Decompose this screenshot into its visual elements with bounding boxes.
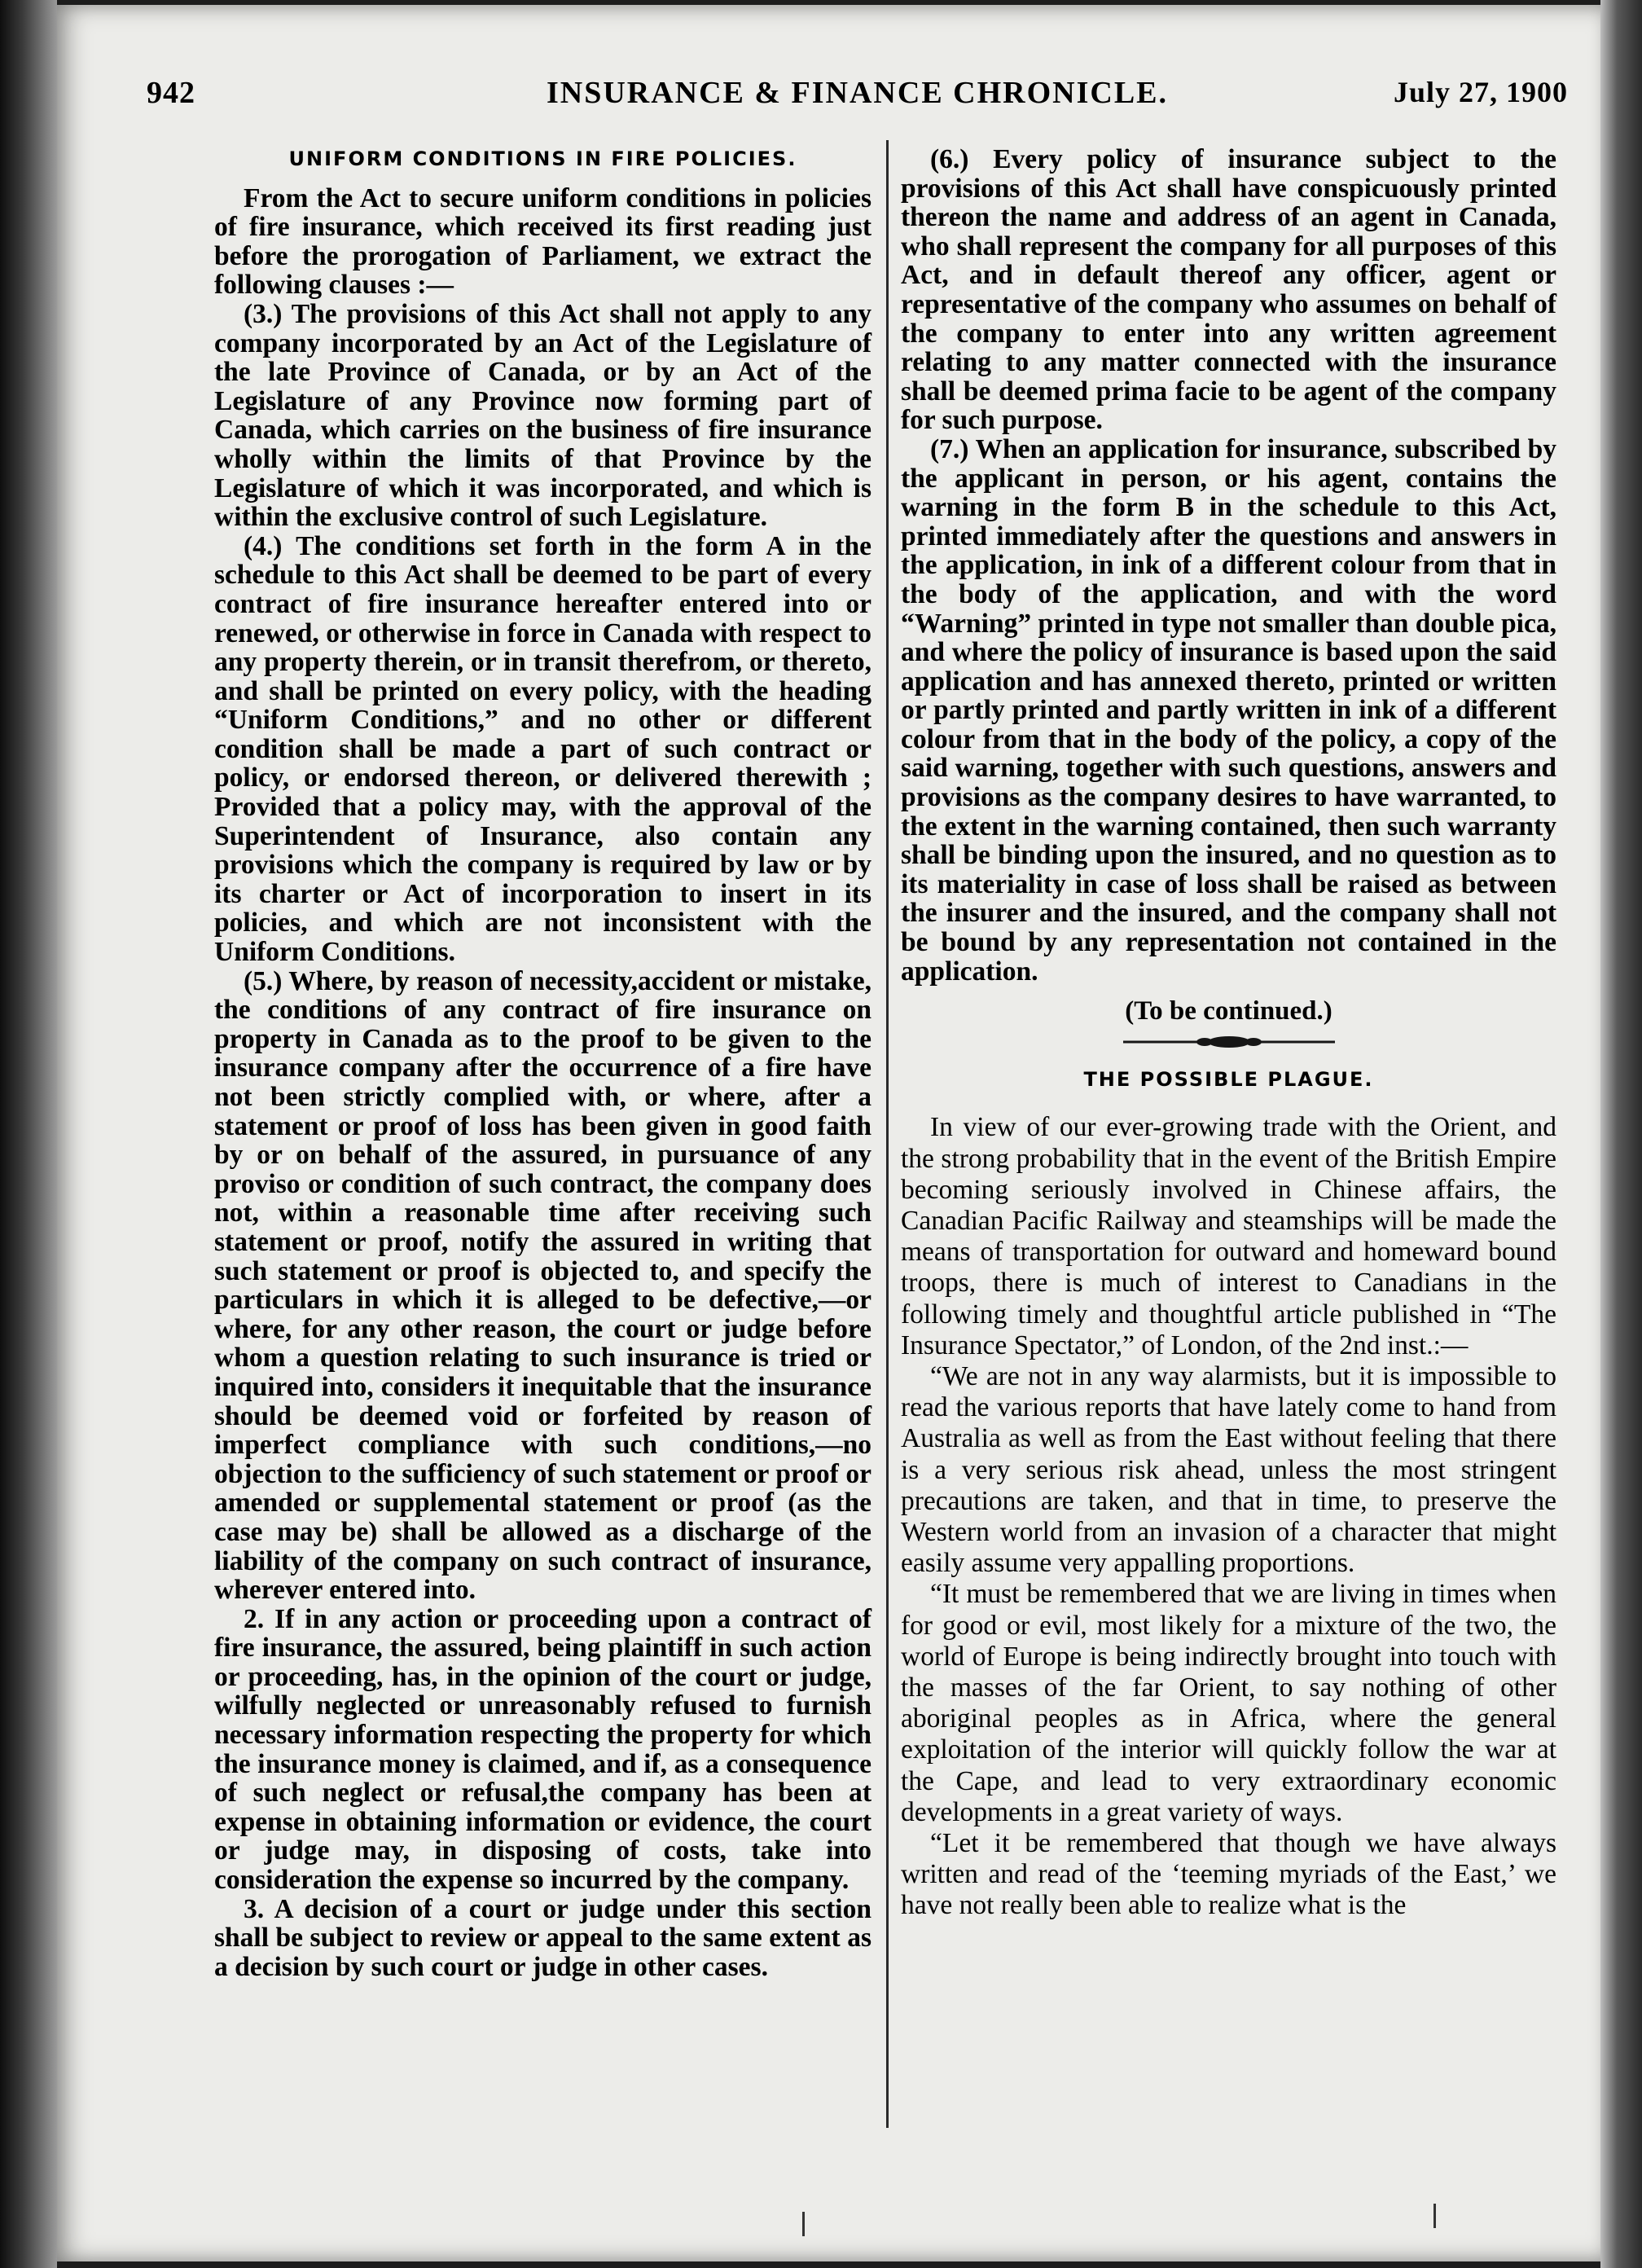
paragraph: (7.) When an application for insurance, subscribed by the applicant in person, or his agent, contains the warning in the form B in the schedule to this Act, printed immediately after the questions and answers in the application, in ink of a different colour from that in the body of the application, and with the word “Warning” printed in type not smaller than double pica, and where the policy of insurance is based upon the said application and has annexed thereto, printed or written or partly printed and partly written in ink of a different colour from that in the body of the policy, a copy of the said warning, together with such questions, answers and provisions as the company desires to have warranted, to the extent in the warning contained, then such warranty shall be binding upon the insured, and no question as to its materiality in case of loss shall be raised as between the insurer and the insured, and the company shall not be bound by any representation not contained in the application. (901, 433, 1556, 987)
issue-date: July 27, 1900 (1393, 76, 1568, 108)
paragraph: (3.) The provisions of this Act shall not apply to any company incorporated by an Act of the Legislature of the late Province of Canada, or by an Act of the Legislature of any Province now forming part of Canada, which carries on the business of fire insurance wholly within the limits of that Province by the Legislature of which it was incorporated, and which is within the exclusive control of such Legislature. (214, 298, 871, 533)
paragraph: (5.) Where, by reason of necessity,accident or mistake, the conditions of any contract of fire insurance on property in Canada as to the proof to be given to the insurance company after the occurrence of a fire have not been strictly complied with, or where, after a statement or proof of loss has been given in good faith by or on behalf of the assured, in pursuance of any proviso or condition of such contract, the company does not, within a reasonable time after receiving such statement or proof, notify the assured in writing that such statement or proof is objected to, and specify the particulars in which it is alleged to be defective,—or where, for any other reason, the court or judge before whom a question relating to such insurance is tried or inquired into, considers it inequitable that the insurance should be deemed void or forfeited by reason of imperfect compliance with such conditions,—no objection to the sufficiency of such statement or proof or amended or supplemental statement or proof (as the case may be) shall be allowed as a discharge of the liability of the company on such contract of insurance, wherever entered into. (214, 965, 871, 1606)
paragraph: In view of our ever-growing trade with the Orient, and the strong probability that in the event of the British Empire becoming seriously involved in Chinese affairs, the Canadian Pacific Railway and steamships will be made the means of transportation for outward and homeward bound troops, there is much of interest to Canadians in the following timely and thoughtful article published in “The Insurance Spectator,” of London, of the 2nd inst.:— (901, 1112, 1556, 1360)
paragraph: “We are not in any way alarmists, but it is impossible to read the various reports that have lately come to hand from Australia as well as from the East without feeling that there is a very serious risk ahead, unless the most stringent precautions are taken, and that in time, to preserve the Western world from an invasion of a character that might easily assume very appalling proportions. (901, 1361, 1556, 1579)
section-title-possible-plague: THE POSSIBLE PLAGUE. (1083, 1067, 1374, 1091)
paragraph: (6.) Every policy of insurance subject to the provisions of this Act shall have conspicuously printed thereon the name and address of an agent in Canada, who shall represent the company for all purposes of this Act, and in default thereof any officer, agent or representative of the company who assumes on behalf of the company to enter into any written agreement relating to any matter connected with the insurance shall be deemed prima facie to be agent of the company for such purpose. (901, 144, 1556, 436)
page-number: 942 (147, 76, 195, 110)
paragraph: 2. If in any action or proceeding upon a contract of fire insurance, the assured, being plaintiff in such action or proceeding, has, in the opinion of the court or judge, wilfully neglected or unreasonably refused to furnish necessary information respecting the property for which the insurance money is claimed, and if, as a consequence of such neglect or refusal,the company has been at expense in obtaining information or evidence, the court or judge may, in disposing of costs, take into consideration the expense so incurred by the company. (214, 1603, 871, 1896)
column-divider (886, 140, 889, 2128)
binding-shadow (0, 0, 57, 2268)
section-title-uniform-conditions: UNIFORM CONDITIONS IN FIRE POLICIES. (288, 147, 797, 170)
paragraph: 3. A decision of a court or judge under this section shall be subject to review or appeal to the same extent as a decision by such court or judge in other cases. (214, 1893, 871, 1982)
ornament-divider-icon (1123, 1035, 1335, 1049)
publication-title: INSURANCE & FINANCE CHRONICLE. (546, 76, 1169, 110)
page-right-edge (1600, 0, 1642, 2268)
paragraph: (4.) The conditions set forth in the form A in the schedule to this Act shall be deemed to be part of every contract of fire insurance hereafter entered into or renewed, or otherwise in force in Canada with respect to any property therein, or in transit therefrom, or thereto, and shall be printed on every policy, with the heading “Uniform Conditions,” and no other or different condition shall be made a part of such contract or policy, or endorsed thereon, or delivered therewith ; Provided that a policy may, with the approval of the Superintendent of Insurance, also contain any provisions which the company is required by law or by its charter or Act of incorporation to insert in its policies, and which are not inconsistent with the Uniform Conditions. (214, 530, 871, 968)
print-mark (802, 2212, 805, 2236)
paragraph: From the Act to secure uniform conditions in policies of fire insurance, which received its first reading just before the prorogation of Parliament, we extract the following clauses :— (214, 182, 871, 301)
page-header (147, 75, 1568, 124)
print-mark (1433, 2204, 1436, 2228)
to-be-continued: (To be continued.) (1125, 996, 1332, 1026)
paragraph: “Let it be remembered that though we have always written and read of the ‘teeming myriads of the East,’ we have not really been able to realize what is the (901, 1828, 1556, 1921)
plague-article (901, 1112, 1556, 1921)
clauses-continued (901, 145, 1556, 986)
right-column (901, 145, 1556, 1922)
paragraph: “It must be remembered that we are living in times when for good or evil, most likely for a mixture of the two, the world of Europe is being indirectly brought into touch with the masses of the far Orient, to say nothing of other aboriginal peoples as in Africa, where the general exploitation of the interior will quickly follow the war at the Cape, and lead to very extraordinary economic developments in a great variety of ways. (901, 1579, 1556, 1827)
left-column (214, 145, 871, 1981)
